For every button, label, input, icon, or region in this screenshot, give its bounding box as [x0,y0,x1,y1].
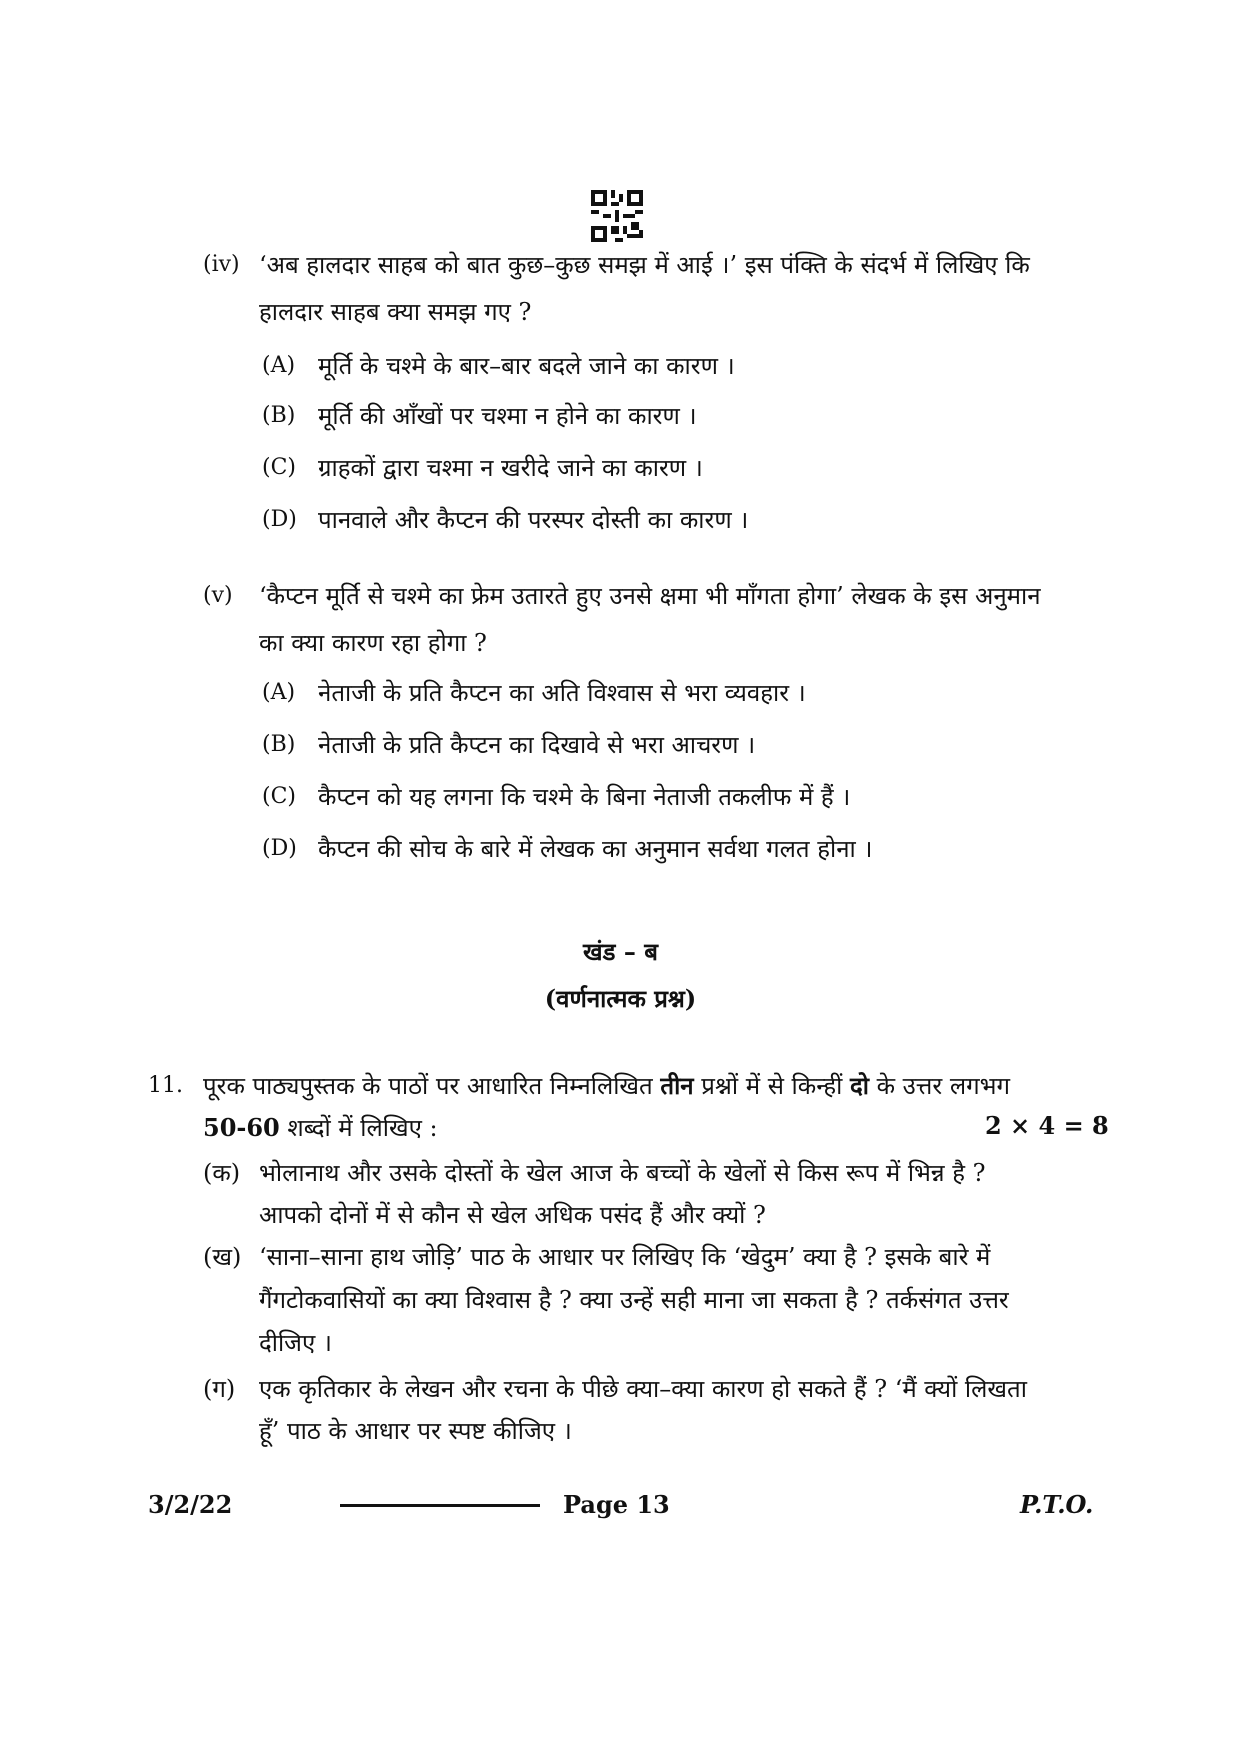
question-text: ‘अब हालदार साहब को बात कुछ–कुछ समझ में आई ।’ इस पंक्ति के संदर्भ में लिखिए कि [259,251,1030,279]
option-label: (B) [262,403,296,428]
option-text: नेताजी के प्रति कैप्टन का दिखावे से भरा आचरण । [318,731,756,759]
option-text: नेताजी के प्रति कैप्टन का अति विश्वास से भरा व्यवहार । [318,679,806,707]
question-text [203,1111,438,1144]
question-text: का क्या कारण रहा होगा ? [259,629,487,657]
part-text: आपको दोनों में से कौन से खेल अधिक पसंद हैं और क्यों ? [259,1201,766,1229]
part-text: हूँ’ पाठ के आधार पर स्पष्ट कीजिए । [259,1417,572,1445]
question-number: 11. [148,1073,183,1098]
qr-code-icon [591,190,643,242]
option-label: (A) [262,680,296,705]
part-text: गैंगटोकवासियों का क्या विश्वास है ? क्या उन्हें सही माना जा सकता है ? तर्कसंगत उत्तर [259,1286,1009,1314]
option-label: (A) [262,353,296,378]
option-text: मूर्ति के चश्मे के बार–बार बदले जाने का कारण । [318,352,735,380]
part-text: एक कृतिकार के लेखन और रचना के पीछे क्या–क्या कारण हो सकते हैं ? ‘मैं क्यों लिखता [259,1375,1027,1403]
section-title: खंड – ब [583,937,658,966]
paper-code: 3/2/22 [148,1490,233,1519]
emphasis-text: तीन [660,1071,694,1100]
part-text: ‘साना–साना हाथ जोड़ि’ पाठ के आधार पर लिखिए कि ‘खेदुम’ क्या है ? इसके बारे में [259,1243,991,1271]
footer-divider [340,1504,540,1507]
word-limit: 50-60 [203,1113,280,1142]
option-label: (C) [262,784,296,809]
option-text: ग्राहकों द्वारा चश्मा न खरीदे जाने का कारण । [318,454,703,482]
page-number: Page 13 [563,1490,670,1519]
part-text: दीजिए । [259,1329,332,1357]
option-label: (D) [262,507,297,532]
question-number: (iv) [203,252,240,277]
section-subtitle: (वर्णनात्मक प्रश्न) [544,984,697,1013]
please-turn-over: P.T.O. [1020,1490,1094,1519]
question-text-part: के उत्तर लगभग [876,1072,1011,1100]
part-label: (ख) [203,1243,242,1271]
marks: 2 × 4 = 8 [985,1111,1109,1140]
option-text: पानवाले और कैप्टन की परस्पर दोस्ती का कारण । [318,506,749,534]
question-text-part: प्रश्नों में से किन्हीं [701,1072,843,1100]
option-label: (B) [262,732,296,757]
emphasis-text: दो [849,1071,869,1100]
question-text [203,1069,1010,1102]
part-text: भोलानाथ और उसके दोस्तों के खेल आज के बच्चों के खेलों से किस रूप में भिन्न है ? [259,1159,986,1187]
option-label: (C) [262,455,296,480]
question-text: ‘कैप्टन मूर्ति से चश्मे का फ्रेम उतारते हुए उनसे क्षमा भी माँगता होगा’ लेखक के इस अनुमान [259,582,1041,610]
question-number: (v) [203,583,233,608]
option-text: कैप्टन की सोच के बारे में लेखक का अनुमान सर्वथा गलत होना । [318,835,873,863]
question-text-part: पूरक पाठ्यपुस्तक के पाठों पर आधारित निम्नलिखित [203,1072,653,1100]
option-text: मूर्ति की आँखों पर चश्मा न होने का कारण । [318,402,697,430]
question-text: हालदार साहब क्या समझ गए ? [259,298,532,326]
option-label: (D) [262,836,297,861]
part-label: (ग) [203,1375,236,1403]
option-text: कैप्टन को यह लगना कि चश्मे के बिना नेताजी तकलीफ में हैं । [318,783,851,811]
question-text-part: शब्दों में लिखिए : [287,1114,438,1142]
part-label: (क) [203,1159,241,1187]
